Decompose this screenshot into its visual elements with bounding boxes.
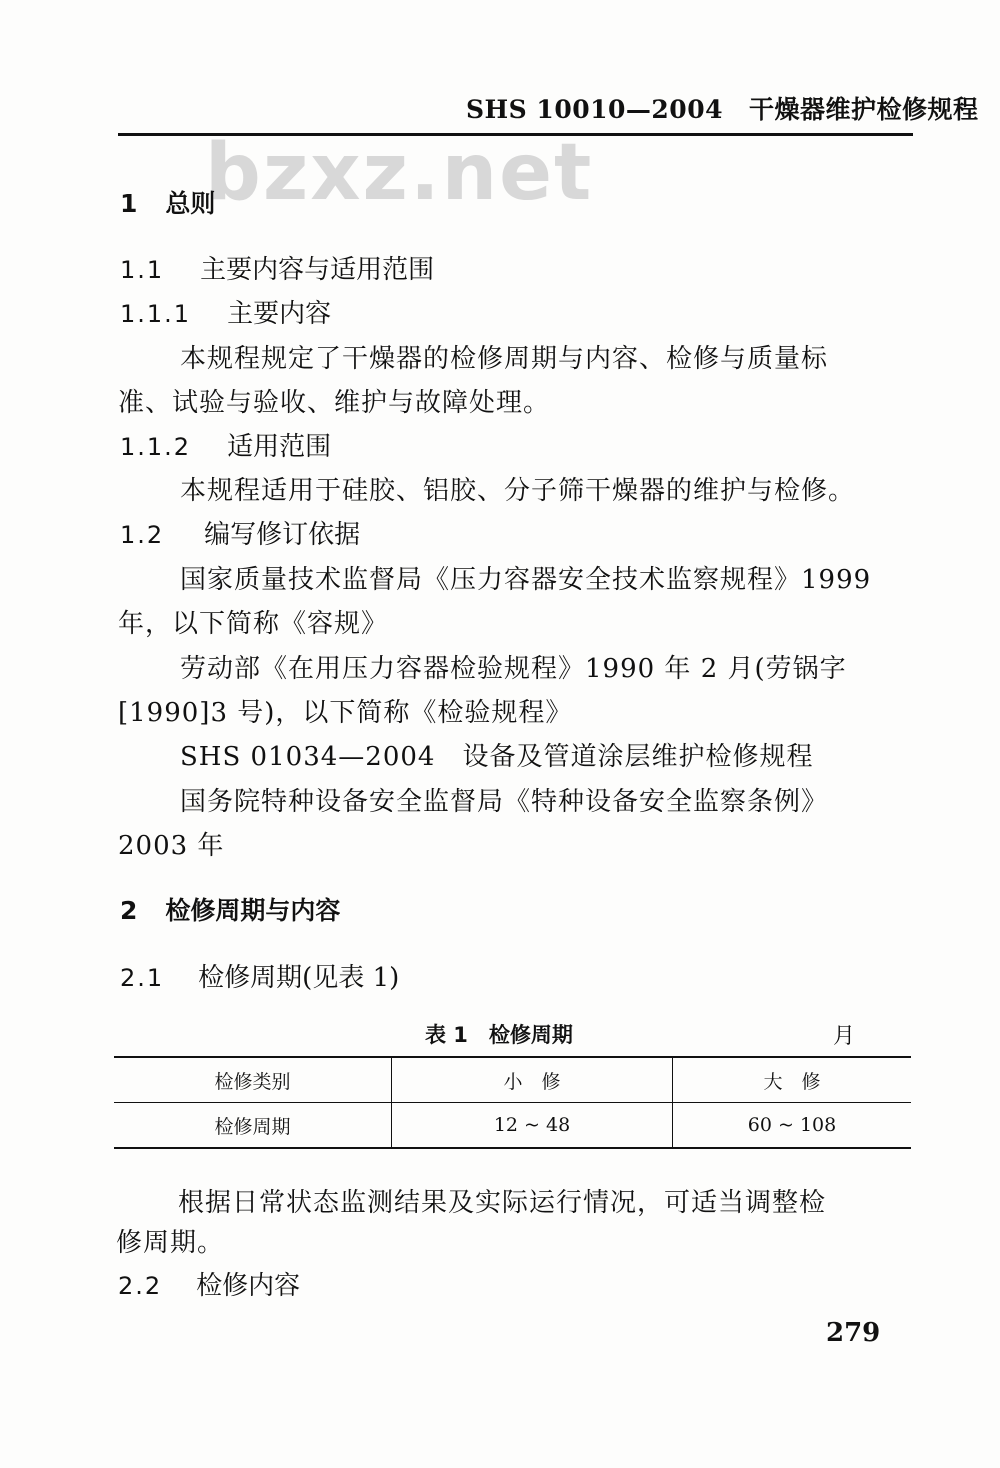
section-1-1-title: 主要内容与适用范围 — [200, 255, 435, 285]
table-row — [114, 1103, 911, 1149]
section-2-number: 2 — [120, 896, 138, 925]
header-cell-major-repair: 大 修 — [673, 1057, 912, 1103]
reference-4-line1: 国务院特种设备安全监督局《特种设备安全监察条例》 — [180, 787, 829, 817]
reference-2-line1: 劳动部《在用压力容器检验规程》1990 年 2 月(劳锅字 — [180, 654, 847, 684]
section-1-1-1-number: 1.1.1 — [120, 300, 192, 328]
section-2-2-heading — [118, 1265, 300, 1302]
reference-1-line2: 年，以下简称《容规》 — [118, 609, 389, 639]
reference-4-line2: 2003 年 — [118, 831, 225, 861]
section-1-1-2-number: 1.1.2 — [120, 433, 192, 461]
table-header-row — [114, 1057, 911, 1103]
page-number: 279 — [826, 1318, 881, 1348]
reference-1-line1: 国家质量技术监督局《压力容器安全技术监察规程》1999 — [180, 565, 872, 595]
cell-major-cycle: 60 ~ 108 — [673, 1103, 912, 1149]
section-2-1-heading — [120, 957, 399, 994]
section-1-1-number: 1.1 — [120, 256, 165, 284]
header-cell-minor-repair: 小 修 — [392, 1057, 673, 1103]
section-2-2-number: 2.2 — [118, 1272, 163, 1300]
cell-minor-cycle: 12 ~ 48 — [392, 1103, 673, 1149]
running-head-title: 干燥器维护检修规程 — [749, 95, 979, 124]
watermark: bzxz.net — [205, 128, 594, 218]
section-1-1-2-title: 适用范围 — [227, 432, 332, 462]
paragraph-scope-line2: 准、试验与验收、维护与故障处理。 — [118, 388, 551, 418]
adjustment-note-line2: 修周期。 — [116, 1228, 225, 1258]
reference-2-line2: [1990]3 号)，以下简称《检验规程》 — [118, 698, 573, 728]
header-cell-category: 检修类别 — [114, 1057, 392, 1103]
section-1-1-2-heading — [120, 426, 331, 463]
row-label-cycle: 检修周期 — [114, 1103, 392, 1149]
section-1-1-heading — [120, 249, 434, 286]
section-1-1-1-title: 主要内容 — [227, 299, 332, 329]
section-1-1-1-heading — [120, 293, 331, 330]
paragraph-applicability: 本规程适用于硅胶、铝胶、分子筛干燥器的维护与检修。 — [180, 476, 856, 506]
section-1-title: 总则 — [165, 189, 216, 218]
section-1-heading — [120, 184, 215, 220]
table-1-unit: 月 — [833, 1024, 856, 1049]
section-1-number: 1 — [120, 189, 138, 218]
section-2-title: 检修周期与内容 — [165, 896, 341, 925]
section-2-2-title: 检修内容 — [196, 1271, 301, 1301]
running-head — [466, 90, 979, 126]
table-1-title: 表 1 检修周期 — [425, 1023, 573, 1047]
adjustment-note-line1: 根据日常状态监测结果及实际运行情况，可适当调整检 — [178, 1188, 827, 1218]
maintenance-cycle-table — [114, 1056, 911, 1149]
section-2-1-number: 2.1 — [120, 964, 165, 992]
section-1-2-heading — [120, 514, 360, 551]
section-2-1-title: 检修周期(见表 1) — [198, 963, 400, 993]
paragraph-scope-line1: 本规程规定了干燥器的检修周期与内容、检修与质量标 — [180, 344, 829, 374]
section-2-heading — [120, 891, 340, 927]
section-1-2-title: 编写修订依据 — [204, 520, 361, 550]
standard-code: SHS 10010—2004 — [466, 95, 723, 124]
section-1-2-number: 1.2 — [120, 521, 165, 549]
reference-3: SHS 01034—2004 设备及管道涂层维护检修规程 — [180, 742, 814, 772]
